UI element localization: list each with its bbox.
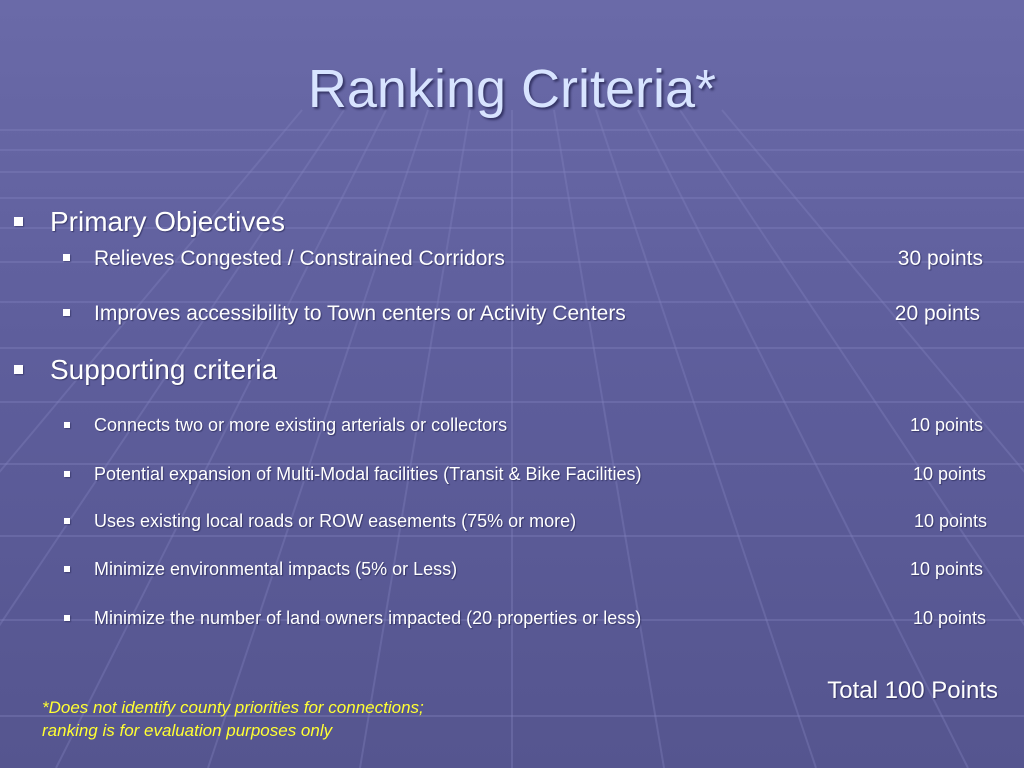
square-bullet-icon (64, 422, 70, 428)
footnote (42, 696, 424, 742)
criteria-points: 10 points (909, 415, 983, 435)
criteria-points: 10 points (909, 559, 983, 579)
square-bullet-icon (63, 309, 70, 316)
criteria-label: Uses existing local roads or ROW easements (75% or more) (94, 511, 577, 531)
criteria-label: Potential expansion of Multi-Modal facilities (Transit & Bike Facilities) (94, 464, 642, 484)
square-bullet-icon (64, 518, 70, 524)
square-bullet-icon (64, 566, 70, 572)
square-bullet-icon (63, 254, 70, 261)
section-heading-text: Supporting criteria (50, 354, 278, 385)
criteria-points: 20 points (894, 302, 980, 325)
criteria-label: Relieves Congested / Constrained Corridors (94, 247, 505, 270)
criteria-label: Connects two or more existing arterials or collectors (94, 415, 508, 435)
criteria-points: 10 points (913, 511, 987, 531)
criteria-label: Improves accessibility to Town centers or Activity Centers (94, 302, 626, 325)
square-bullet-icon (64, 471, 70, 477)
footnote-line: *Does not identify county priorities for connections; (42, 698, 424, 717)
total-points: Total 100 Points (827, 677, 998, 704)
footnote-line: ranking is for evaluation purposes only (42, 721, 333, 740)
square-bullet-icon (64, 615, 70, 621)
criteria-points: 10 points (912, 464, 986, 484)
criteria-points: 10 points (912, 608, 986, 628)
square-bullet-icon (14, 217, 23, 226)
criteria-label: Minimize the number of land owners impacted (20 properties or less) (94, 608, 642, 628)
criteria-points: 30 points (897, 247, 983, 270)
square-bullet-icon (14, 365, 23, 374)
section-heading-text: Primary Objectives (50, 206, 285, 237)
slide-title: Ranking Criteria* (307, 59, 717, 119)
criteria-label: Minimize environmental impacts (5% or Less) (94, 559, 458, 579)
